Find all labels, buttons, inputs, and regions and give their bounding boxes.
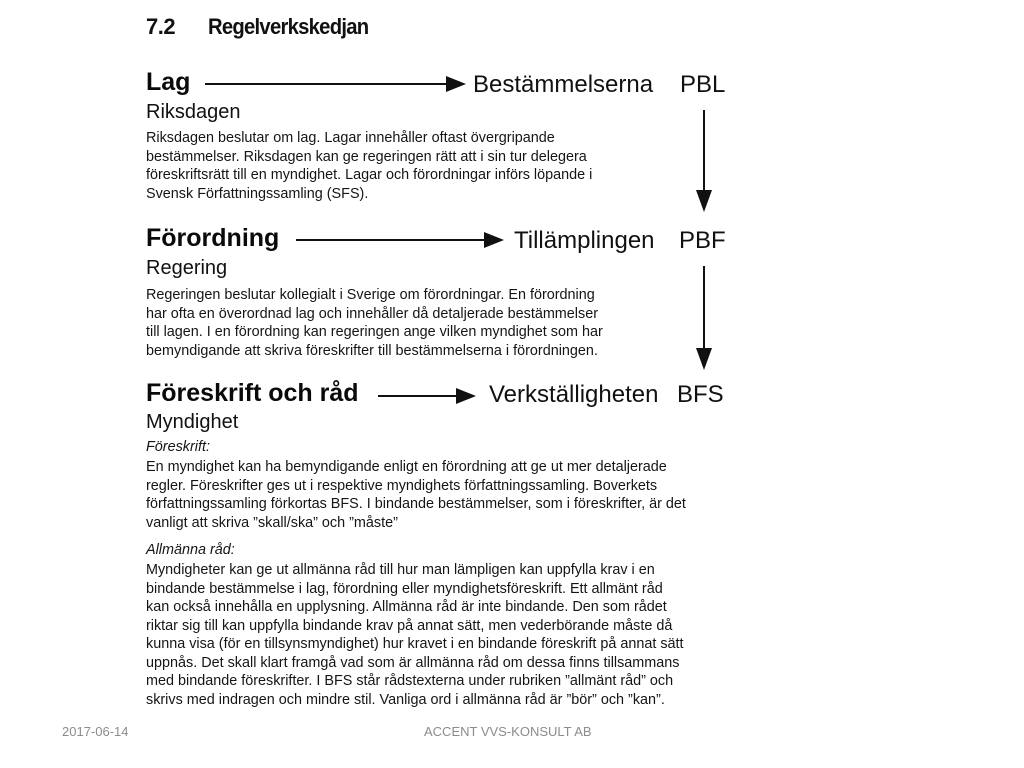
text-line: kunna visa (för en tillsynsmyndighet) hur kravet i en bindande föreskrift på annat sätt xyxy=(146,636,684,652)
footer-date: 2017-06-14 xyxy=(62,724,129,739)
text-foreskrift xyxy=(146,458,686,532)
abbr-pbl: PBL xyxy=(680,71,726,98)
text-line: föreskriftsrätt till en myndighet. Lagar och förordningar införs löpande i xyxy=(146,167,593,183)
text-line: författningssamling förkortas BFS. I bindande bestämmelser, som i föreskrifter, är det xyxy=(146,496,686,512)
label-allmanna-rad: Allmänna råd: xyxy=(146,542,235,558)
text-line: Riksdagen beslutar om lag. Lagar innehåller oftast övergripande xyxy=(146,130,555,146)
text-line: till lagen. I en förordning kan regeringen ange vilken myndighet som har xyxy=(146,324,603,340)
label-foreskrift: Föreskrift: xyxy=(146,439,210,455)
abbr-bfs: BFS xyxy=(677,381,724,408)
target-verkstalligheten: Verkställigheten xyxy=(489,381,659,408)
issuer-riksdagen: Riksdagen xyxy=(146,101,241,123)
arrowhead-lag xyxy=(446,76,466,92)
footer-company: ACCENT VVS-KONSULT AB xyxy=(424,724,592,739)
text-line: Regeringen beslutar kollegialt i Sverige om förordningar. En förordning xyxy=(146,287,595,303)
text-allmanna-rad xyxy=(146,561,684,709)
text-line: har ofta en överordnad lag och innehåller då detaljerade bestämmelser xyxy=(146,305,598,322)
arrowhead-foreskrift xyxy=(456,388,476,404)
section-number: 7.2 xyxy=(146,14,176,39)
arrowhead-forordning xyxy=(484,232,504,248)
heading-forordning: Förordning xyxy=(146,224,280,252)
text-line: kan också innehålla en upplysning. Allmänna råd är inte bindande. Den som rådet xyxy=(146,599,667,615)
section-title: Regelverkskedjan xyxy=(208,14,369,39)
issuer-myndighet: Myndighet xyxy=(146,411,239,433)
target-bestammelserna: Bestämmelserna xyxy=(473,71,654,98)
text-line: riktar sig till kan uppfylla bindande krav på annat sätt, men vederbörande måste då xyxy=(146,617,673,634)
issuer-regering: Regering xyxy=(146,257,228,279)
arrowhead-pbf-down xyxy=(696,348,712,370)
text-line: vanligt att skriva ”skall/ska” och ”måste” xyxy=(146,514,398,531)
text-line: En myndighet kan ha bemyndigande enligt en förordning att ge ut mer detaljerade xyxy=(146,459,667,475)
text-line: med bindande föreskrifter. I BFS står rådstexterna under rubriken ”allmänt råd” och xyxy=(146,673,674,689)
abbr-pbf: PBF xyxy=(679,227,726,254)
text-line: skrivs med indragen och mindre stil. Vanliga ord i allmänna råd är ”bör” och ”kan”. xyxy=(146,691,665,708)
text-line: bindande bestämmelse i lag, förordning eller myndighetsföreskrift. Ett allmänt råd xyxy=(146,580,663,597)
text-lag xyxy=(146,129,592,203)
target-tillamplingen: Tillämplingen xyxy=(514,227,655,254)
text-line: uppnås. Det skall klart framgå vad som är allmänna råd om dessa finns tillsammans xyxy=(146,654,680,671)
heading-lag: Lag xyxy=(146,68,191,96)
text-line: bestämmelser. Riksdagen kan ge regeringen rätt att i sin tur delegera xyxy=(146,148,587,165)
arrowhead-pbl-down xyxy=(696,190,712,212)
text-forordning xyxy=(146,286,603,360)
text-line: Svensk Författningssamling (SFS). xyxy=(146,185,369,202)
text-line: bemyndigande att skriva föreskrifter till bestämmelserna i förordningen. xyxy=(146,342,598,359)
text-line: regler. Föreskrifter ges ut i respektive myndighets författningssamling. Boverkets xyxy=(146,477,658,494)
text-line: Myndigheter kan ge ut allmänna råd till hur man lämpligen kan uppfylla krav i en xyxy=(146,562,655,578)
heading-foreskrift-och-rad: Föreskrift och råd xyxy=(146,379,359,407)
